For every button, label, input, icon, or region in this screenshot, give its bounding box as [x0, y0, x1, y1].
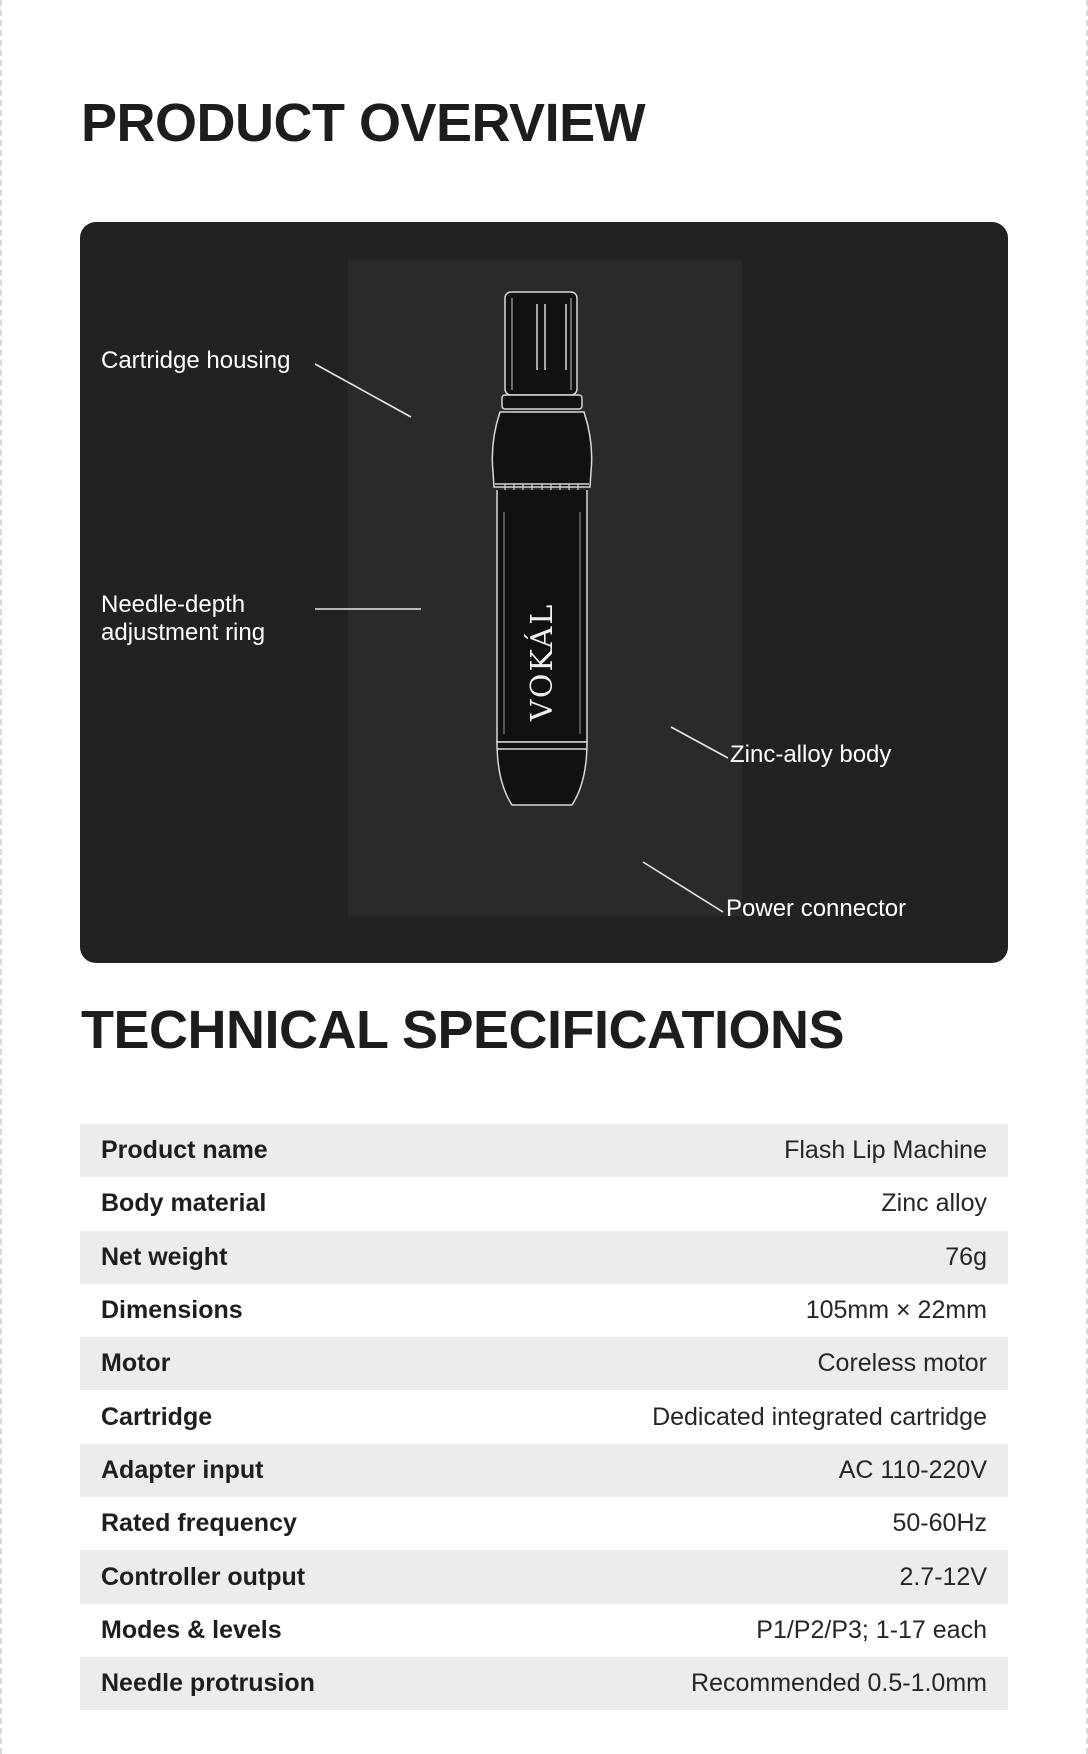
page-edge-right — [1084, 0, 1088, 1754]
page-edge-left — [0, 0, 4, 1754]
table-row — [80, 1444, 1008, 1497]
spec-label: Rated frequency — [80, 1497, 455, 1550]
table-row — [80, 1604, 1008, 1657]
leader-line-body — [671, 727, 728, 758]
table-row — [80, 1497, 1008, 1550]
spec-value: Dedicated integrated cartridge — [455, 1390, 1008, 1443]
spec-value: Zinc alloy — [455, 1177, 1008, 1230]
table-row — [80, 1124, 1008, 1177]
spec-value: 76g — [455, 1231, 1008, 1284]
table-row — [80, 1390, 1008, 1443]
leader-line-cartridge — [315, 364, 411, 417]
pen-drawing — [492, 292, 591, 805]
spec-label: Product name — [80, 1124, 455, 1177]
power-end — [497, 742, 587, 805]
spec-label: Adapter input — [80, 1444, 455, 1497]
overview-title: PRODUCT OVERVIEW — [81, 93, 646, 153]
spec-value: Flash Lip Machine — [455, 1124, 1008, 1177]
product-overview-panel — [80, 222, 1008, 963]
brand-logo: VOKÁL — [525, 602, 560, 722]
spec-label: Net weight — [80, 1231, 455, 1284]
specifications-table — [80, 1124, 1008, 1710]
callout-zinc-alloy-body: Zinc-alloy body — [730, 741, 892, 768]
table-row — [80, 1284, 1008, 1337]
spec-label: Needle protrusion — [80, 1657, 455, 1710]
spec-label: Motor — [80, 1337, 455, 1390]
callout-needle-depth-line1: Needle-depth — [101, 591, 246, 618]
callout-needle-depth-line2: adjustment ring — [101, 619, 266, 646]
leader-line-power — [643, 862, 723, 912]
specifications-title: TECHNICAL SPECIFICATIONS — [81, 1000, 845, 1060]
spec-value: Recommended 0.5-1.0mm — [455, 1657, 1008, 1710]
table-row — [80, 1177, 1008, 1230]
spec-label: Dimensions — [80, 1284, 455, 1337]
table-row — [80, 1231, 1008, 1284]
table-row — [80, 1657, 1008, 1710]
callout-power-connector: Power connector — [726, 895, 907, 922]
spec-label: Controller output — [80, 1550, 455, 1603]
spec-value: AC 110-220V — [455, 1444, 1008, 1497]
spec-value: 105mm × 22mm — [455, 1284, 1008, 1337]
spec-label: Body material — [80, 1177, 455, 1230]
spec-label: Modes & levels — [80, 1604, 455, 1657]
table-row — [80, 1550, 1008, 1603]
spec-value: P1/P2/P3; 1-17 each — [455, 1604, 1008, 1657]
spec-value: 2.7-12V — [455, 1550, 1008, 1603]
callout-cartridge-housing: Cartridge housing — [101, 347, 291, 374]
spec-value: Coreless motor — [455, 1337, 1008, 1390]
depth-ring — [492, 412, 591, 487]
spec-value: 50-60Hz — [455, 1497, 1008, 1550]
table-row — [80, 1337, 1008, 1390]
spec-label: Cartridge — [80, 1390, 455, 1443]
